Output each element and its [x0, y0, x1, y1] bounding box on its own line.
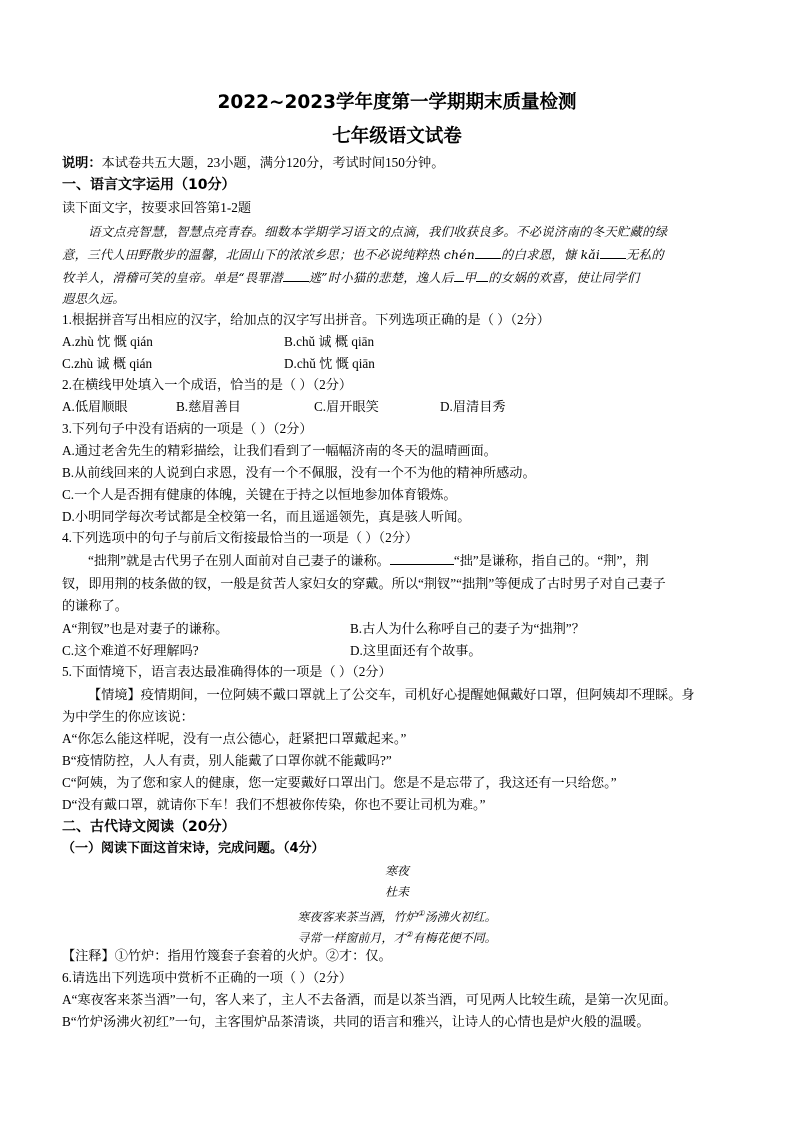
poem-line-2: 寻常一样窗前月，才②有梅花便不同。 [297, 930, 497, 945]
q3-option-b: B.从前线回来的人说到白求恩，没有一个不佩服，没有一个不为他的精神所感动。 [62, 465, 536, 480]
page-subtitle: 七年级语文试卷 [332, 126, 462, 147]
blank-marker-jia: 甲 [463, 270, 477, 285]
q5-context-line: 为中学生的你应该说： [62, 709, 194, 724]
section1-instruction: 读下面文字，按要求回答第1-2题 [62, 200, 252, 215]
exam-instructions [62, 153, 750, 173]
q4-option-d: D.这里面还有个故事。 [350, 643, 482, 658]
passage-line: 牧羊人，滑稽可笑的皇帝。单是“畏罪潜 逃”时小猫的悲楚，逸人后 甲 的女娲的欢喜，使让同学们 [62, 270, 640, 285]
answer-blank [476, 269, 488, 282]
q3-option-c: C.一个人是否拥有健康的体魄，关键在于持之以恒地参加体育锻炼。 [62, 487, 457, 502]
poem-author: 杜耒 [384, 885, 409, 899]
q4-option-a: A“荆钗”也是对妻子的谦称。 [62, 621, 229, 636]
section-heading-1: 一、语言文字运用（10分） [62, 177, 236, 193]
poem-annotation: 【注释】①竹炉：指用竹篾套子套着的火炉。②才：仅。 [62, 948, 392, 963]
q1-option-a: A.zhù 忱 慨 qián [62, 334, 153, 349]
instructions-text: 本试卷共五大题，23小题，满分120分，考试时间150分钟。 [101, 155, 445, 170]
question-4-stem: 4.下列选项中的句子与前后文衔接最恰当的一项是（ ）（2分） [62, 530, 419, 545]
instructions-label: 说明： [62, 155, 102, 170]
answer-blank [283, 269, 309, 282]
page-title: 2022~2023学年度第一学期期末质量检测 [217, 92, 577, 113]
q4-option-b: B.古人为什么称呼自己的妻子为“拙荆”？ [350, 621, 585, 636]
q1-option-d: D.chǔ 忱 慨 qiān [284, 356, 375, 371]
passage-line: 意，三代人田野散步的温馨，北固山下的浓浓乡思；也不必说纯粹热 chén 的白求恩，慷 kǎi 无私的 [62, 247, 664, 262]
answer-blank [600, 246, 626, 259]
q6-option-a: A“寒夜客来茶当酒”一句，客人来了，主人不去备酒，而是以茶当酒，可见两人比较生疏，是第一次见面。 [62, 992, 677, 1007]
answer-blank [475, 246, 501, 259]
answer-blank [390, 552, 454, 565]
section2-part1-instruction: （一）阅读下面这首宋诗，完成问题。（4分） [62, 841, 325, 856]
q5-option-b: B“疫情防控，人人有责，别人能戴了口罩你就不能戴吗?” [62, 753, 392, 768]
q3-option-a: A.通过老舍先生的精彩描绘，让我们看到了一幅幅济南的冬天的温晴画面。 [62, 443, 497, 458]
q5-option-c: C“阿姨，为了您和家人的健康，您一定要戴好口罩出门。您是不是忘带了，我这还有一只给您。” [62, 775, 617, 790]
q2-option-a: A.低眉顺眼 [62, 399, 128, 414]
q5-option-a: A“你怎么能这样呢，没有一点公德心，赶紧把口罩戴起来。” [62, 731, 407, 746]
passage-line: 语文点亮智慧，智慧点亮青春。细数本学期学习语文的点滴，我们收获良多。不必说济南的冬天贮藏的绿 [88, 224, 668, 239]
q4-paragraph-line: “拙荆”就是古代男子在别人面前对自己妻子的谦称。 “拙”是谦称，指自己的。“荆”，荆 [88, 553, 649, 568]
poem-line-1: 寒夜客来茶当酒，竹炉①汤沸火初红。 [297, 909, 497, 924]
answer-blank [454, 269, 464, 282]
question-5-stem: 5.下面情境下，语言表达最准确得体的一项是（ ）（2分） [62, 664, 392, 679]
q3-option-d: D.小明同学每次考试都是全校第一名，而且遥遥领先，真是骇人听闻。 [62, 509, 471, 524]
q1-option-b: B.chǔ 诚 概 qiān [284, 334, 375, 349]
section-heading-2: 二、古代诗文阅读（20分） [62, 819, 236, 835]
q2-option-d: D.眉清目秀 [440, 399, 506, 414]
q2-option-b: B.慈眉善目 [176, 399, 241, 414]
poem-title: 寒夜 [384, 864, 409, 878]
q2-option-c: C.眉开眼笑 [314, 399, 379, 414]
q5-option-d: D“没有戴口罩，就请你下车！我们不想被你传染，你也不要让司机为难。” [62, 797, 486, 812]
question-2-stem: 2.在横线甲处填入一个成语，恰当的是（ ）（2分） [62, 377, 353, 392]
question-1-stem: 1.根据拼音写出相应的汉字，给加点的汉字写出拼音。下列选项正确的是（ ）（2分） [62, 312, 550, 327]
q4-paragraph-line: 钗，即用荆的枝条做的钗，一般是贫苦人家妇女的穿戴。所以“荆钗”“拙荆”等便成了古时男子对自己妻子 [62, 576, 666, 591]
q4-paragraph-line: 的谦称了。 [62, 598, 128, 613]
q6-option-b: B“竹炉汤沸火初红”一句，主客围炉品茶清谈，共同的语言和雅兴，让诗人的心情也是炉火般的温暖。 [62, 1014, 650, 1029]
question-3-stem: 3.下列句子中没有语病的一项是（ ）（2分） [62, 421, 313, 436]
q4-option-c: C.这个难道不好理解吗? [62, 643, 199, 658]
passage-line: 遐思久远。 [62, 291, 125, 306]
q5-context-line: 【情境】疫情期间，一位阿姨不戴口罩就上了公交车，司机好心提醒她佩戴好口罩，但阿姨却不理睬。身 [88, 687, 695, 702]
question-6-stem: 6.请选出下列选项中赏析不正确的一项（ ）（2分） [62, 970, 353, 985]
q1-option-c: C.zhù 诚 概 qián [62, 356, 153, 371]
